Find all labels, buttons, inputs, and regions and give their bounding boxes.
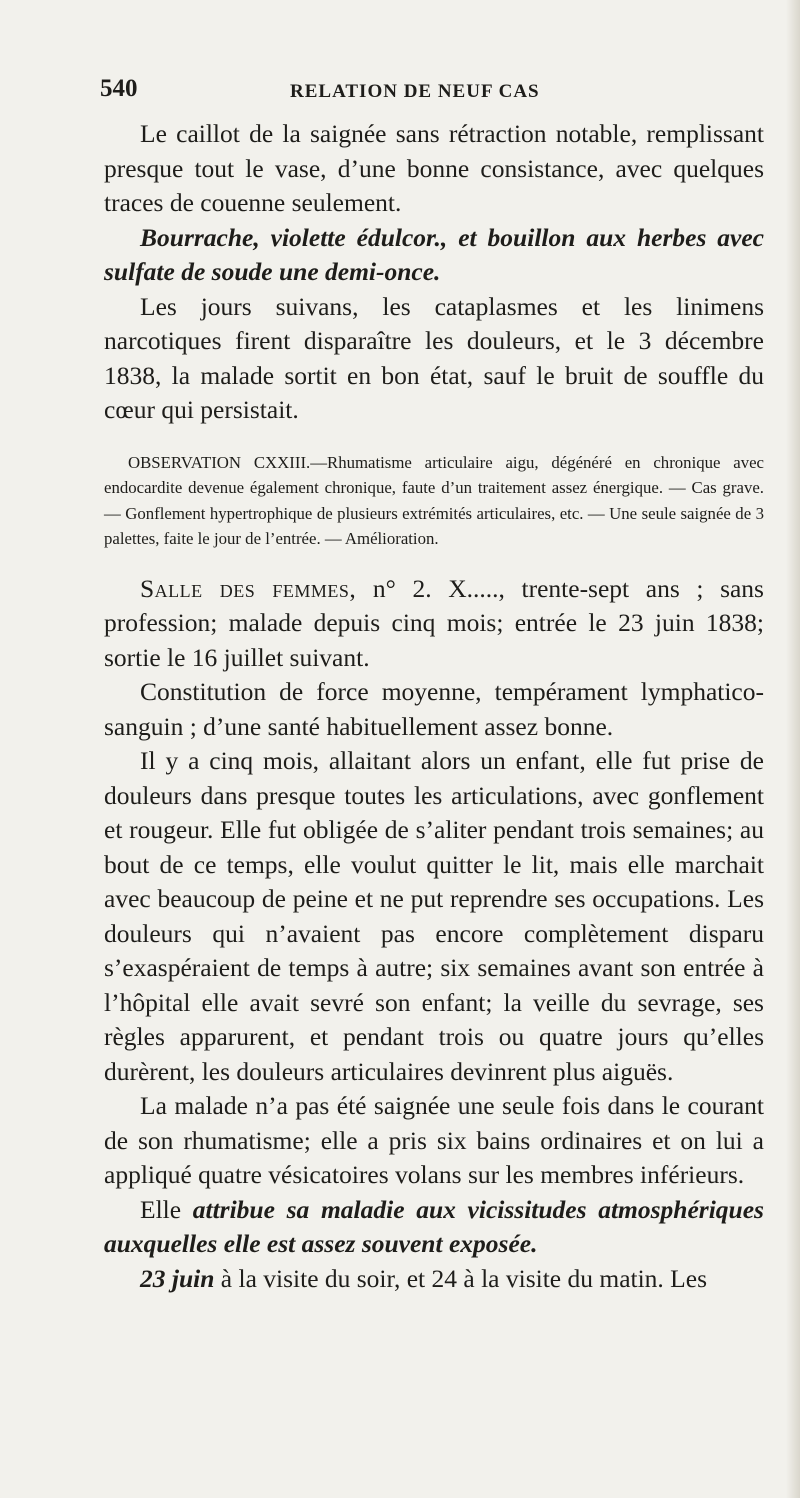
attribution-italic: attribue sa maladie aux vicissitudes atmosphériques auxquelles elle est assez souvent exposée.	[104, 1194, 764, 1258]
body-text	[104, 117, 764, 1296]
paragraph-prescription: Bourrache, violette édulcor., et bouillon aux herbes avec sulfate de soude une demi-once.	[104, 222, 764, 286]
paragraph-history: Il y a cinq mois, allaitant alors un enfant, elle fut prise de douleurs dans presque toutes les articulations, avec gonflement et rougeur. Elle fut obligée de s’aliter pendant trois semaines; au bout de ce temps, elle voulut quitter le lit, mais elle marchait avec beaucoup de peine et ne put reprendre ses occupations. Les douleurs qui n’avaient pas encore complètement disparu s’exaspéraient de temps à autre; six semaines avant son entrée à l’hôpital elle avait sevré son enfant; la veille du sevrage, ses règles apparurent, et pendant trois ou quatre jours qu’elles durèrent, les douleurs articulaires devinrent plus aiguës.	[104, 746, 764, 1086]
patient-intro-text: n° 2. X....., trente-sept ans ; sans profession; malade depuis cinq mois; entrée le 23 juin 1838; sortie le 16 juillet suivant.	[104, 573, 764, 672]
visit-date: 23 juin	[140, 1263, 215, 1293]
paragraph-visit	[104, 1262, 764, 1297]
paragraph-patient-intro	[104, 572, 764, 676]
page-edge-shadow	[786, 0, 800, 1498]
paragraph-attribution	[104, 1193, 764, 1262]
running-title: RELATION DE NEUF CAS	[290, 81, 540, 102]
page-header	[0, 75, 800, 111]
visit-text: à la visite du soir, et 24 à la visite du matin. Les	[214, 1263, 708, 1293]
paragraph-clot: Le caillot de la saignée sans rétraction notable, remplissant presque tout le vase, d’une bonne consistance, avec quelques traces de couenne seulement.	[104, 119, 764, 217]
ward-label: Salle des femmes,	[140, 573, 357, 603]
observation-summary: OBSERVATION CXXIII.—Rhumatisme articulaire aigu, dégénéré en chronique avec endocardite devenue également chronique, faute d’un traitement assez énergique. — Cas grave. — Gonflement hypertrophique de plusieurs extrémités articulaires, etc. — Une seule saignée de 3 palettes, faite le jour de l’entrée. — Amélioration.	[104, 452, 764, 548]
paragraph-following-days: Les jours suivans, les cataplasmes et les linimens narcotiques firent disparaître les douleurs, et le 3 décembre 1838, la malade sortit en bon état, sauf le bruit de souffle du cœur qui persistait.	[104, 291, 764, 424]
paragraph-treatment: La malade n’a pas été saignée une seule fois dans le courant de son rhumatisme; elle a pris six bains ordinaires et on lui a appliqué quatre vésicatoires volans sur les membres inférieurs.	[104, 1091, 764, 1189]
paragraph-constitution: Constitution de force moyenne, tempérament lymphatico-sanguin ; d’une santé habituellement assez bonne.	[104, 677, 764, 741]
page-number: 540	[100, 75, 138, 102]
attribution-lead: Elle	[140, 1194, 193, 1224]
